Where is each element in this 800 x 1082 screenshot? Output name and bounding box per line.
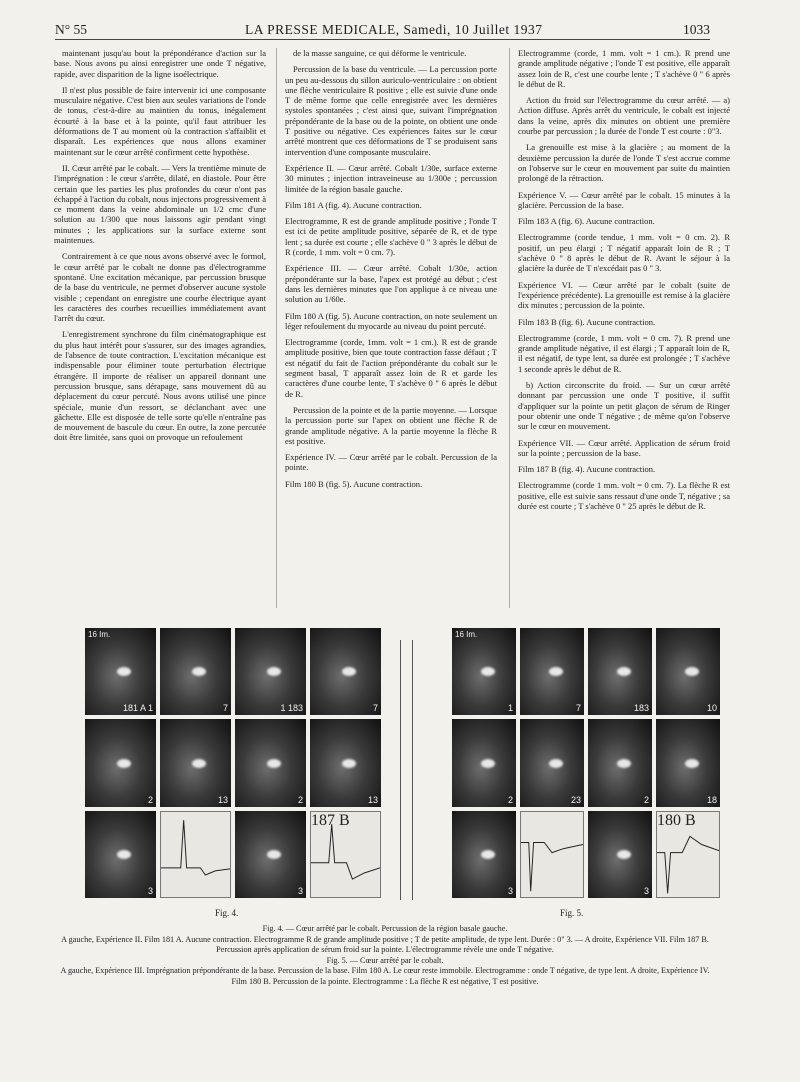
paragraph: Electrogramme (corde 1 mm. volt = 0 cm. 7). La flèche R est positive, elle est suivie sans ressaut d'une onde T, négative ; sa durée est courte ; T s'achève 0 " 25 après le début de R. xyxy=(518,480,730,511)
caption-fig5-title: Fig. 5. — Cœur arrêté par le cobalt. xyxy=(326,955,444,965)
frame-number: 181 A 1 xyxy=(122,703,153,714)
paragraph: maintenant jusqu'au bout la prépondérance d'action sur la base. Nous avons pu ainsi enregistrer une onde T négative, rapide, avec disparition de la ligne isoélectrique. xyxy=(54,48,266,79)
film-frame xyxy=(452,628,516,715)
paragraph: L'enregistrement synchrone du film cinématographique est du plus haut intérêt pour s'assurer, sur des images agrandies, de l'absence de toute contraction. L'excitation mécanique est indispensable pour éliminer toute perturbation électrique étrangère. Il importe de réaliser un appareil donnant une percussion brusque, sans dérapage, sans mouvement dû au déplacement du cœur percuté. Nous avons utilisé une pince spéciale, munie d'un ressort, se déclanchant avec une gâchette. Elle est disposée de telle sorte qu'elle n'entraîne pas de mouvement de bascule du cœur. En outre, la zone percutée doit être limitée, sans quoi on provoque un refoulement xyxy=(54,329,266,443)
film-frame xyxy=(310,628,381,715)
frame-number: 13 xyxy=(217,794,228,805)
frame-number: 2 xyxy=(507,794,513,805)
paragraph: Electrogramme (corde tendue, 1 mm. volt = 0 cm. 2). R positif, un peu élargi ; T négatif apparaît loin de R ; T s'achève 0 " 8 après le début de R. Avant le séjour à la glacière la durée de T n'excédait pas 0 " 3. xyxy=(518,232,730,274)
film-frame xyxy=(588,811,652,898)
frame-number: 1 xyxy=(507,703,513,714)
paragraph: Expérience VI. — Cœur arrêté par le cobalt (suite de l'expérience précédente). La grenouille est remise à la glacière dix minutes ; percussion de la pointe. xyxy=(518,279,730,311)
paragraph: Expérience VII. — Cœur arrêté. Application de sérum froid sur la pointe ; percussion de la base. xyxy=(518,437,730,458)
caption-fig4-text: A gauche, Expérience II. Film 181 A. Aucune contraction. Electrogramme R de grande amplitude positive ; T de petite amplitude, de type lent. Durée : 0" 3. — A droite, Expérience VII. Film 187 B. Percussion après application de sérum froid sur la pointe. L'électrogramme révèle une onde T négative. xyxy=(61,934,709,954)
film-frame xyxy=(235,719,306,806)
paragraph: Il n'est plus possible de faire intervenir ici une composante musculaire négative. C'est bien aux seules variations de l'onde de tonus, c'est-à-dire au maintien du tonus, inégalement écourté à la base et à la pointe, qu'il faut attribuer les déformations de T au moment où la contraction s'affaiblit et disparaît. Les expériences que nous allons examiner maintenant sur le cœur arrêté confirment cette hypothèse. xyxy=(54,84,266,157)
film-frame xyxy=(160,719,231,806)
paragraph: Expérience V. — Cœur arrêté par le cobalt. 15 minutes à la glacière. Percussion de la base. xyxy=(518,189,730,210)
figure-4 xyxy=(85,628,381,898)
page-header xyxy=(55,22,710,38)
frame-number: 7 xyxy=(575,703,581,714)
electrogram-trace xyxy=(310,811,381,898)
frame-number: 18 xyxy=(706,794,717,805)
paragraph: Film 183 B (fig. 6). Aucune contraction. xyxy=(518,316,656,327)
electrogram-trace xyxy=(160,811,231,898)
film-frame xyxy=(656,719,720,806)
column-3 xyxy=(518,48,730,608)
frame-number: 183 xyxy=(633,703,649,714)
figure-5-label: Fig. 5. xyxy=(560,908,584,918)
frame-number: 2 xyxy=(297,794,303,805)
frame-number: 2 xyxy=(147,794,153,805)
paragraph: de la masse sanguine, ce qui déforme le ventricule. xyxy=(293,48,467,58)
film-frame xyxy=(452,719,516,806)
frame-number: 13 xyxy=(367,794,378,805)
column-divider xyxy=(276,48,277,608)
paragraph: Film 181 A (fig. 4). Aucune contraction. xyxy=(285,199,422,210)
frame-number: 23 xyxy=(570,794,581,805)
figure-divider xyxy=(400,640,401,900)
film-frame xyxy=(588,719,652,806)
issue-number: N° 55 xyxy=(55,22,88,37)
film-label: 16 Im. xyxy=(455,630,478,639)
paragraph: Contrairement à ce que nous avons observé avec le formol, le cœur arrêté par le cobalt ne donne pas d'électrogramme spontané. Une excitation mécanique, par percussion brusque de la base du ventricule, ne permet d'observer aucune systole visible ; cependant on enregistre une courbe électrique ayant les caractères des courbes recueillies immédiatement avant l'arrêt du cœur. xyxy=(54,251,266,324)
paragraph: Percussion de la pointe et de la partie moyenne. — Lorsque la percussion porte sur l'apex on obtient une flèche R de grande amplitude négative. A la partie moyenne la flèche R est positive. xyxy=(285,404,497,446)
electrogram-trace xyxy=(656,811,720,898)
paragraph: Action du froid sur l'électrogramme du cœur arrêté. — a) Action diffuse. Après arrêt du ventricule, le cobalt est injecté dans la veine, après dix minutes on obtient une première courbe par percussion ; la durée de l'onde T est courte : 0"3. xyxy=(518,95,730,137)
film-frame xyxy=(310,719,381,806)
frame-number: 3 xyxy=(643,886,649,896)
paragraph: Percussion de la base du ventricule. — La percussion porte un peu au-dessous du sillon auriculo-ventriculaire : on obtient une flèche ventriculaire R positive ; elle est suivie d'une onde T de même forme que celle enregistrée avec les dernières systoles spontanées ; c'est ainsi que, suivant l'imprégnation prépondérante de la base ou de la pointe, on obtient une onde T positive ou négative. Ces expériences faites sur le cœur arrêté montrent que ces déformations de T se produisent sans intervention d'une composante musculaire. xyxy=(285,64,497,157)
film-frame xyxy=(85,719,156,806)
paragraph: Film 187 B (fig. 4). Aucune contraction. xyxy=(518,464,656,475)
film-frame xyxy=(520,719,584,806)
paragraph: Film 180 A (fig. 5). Aucune contraction, on note seulement un léger refoulement du myocarde au niveau du point percuté. xyxy=(285,310,497,331)
paragraph: Electrogramme (corde, 1 mm. volt = 0 cm. 7). R prend une grande amplitude négative, il est élargi ; T apparaît loin de R, il est négatif, de type lent, sa durée est prolongée ; T s'achève 1 seconde après le début de R. xyxy=(518,332,730,374)
paragraph: II. Cœur arrêté par le cobalt. — Vers la trentième minute de l'imprégnation : le cœur s'arrête, dilaté, en diastole. Pour être certain que les parties les plus profondes du cœur n'ont pas échappé à l'action du cobalt, nous injectons progressivement à ce moment dans la veine abdominale un 1/2 cmc d'une solution au 1/300 que nous laissons agir pendant vingt minutes ; les applications sur la surface externe sont maintenues. xyxy=(54,162,266,246)
figure-divider xyxy=(412,640,413,900)
frame-number: 7 xyxy=(372,703,378,714)
frame-number: 1 183 xyxy=(280,703,303,714)
journal-name: LA PRESSE MEDICALE, xyxy=(245,22,400,37)
film-frame xyxy=(520,628,584,715)
electrogram-trace xyxy=(520,811,584,898)
paragraph: La grenouille est mise à la glacière ; au moment de la deuxième percussion la durée de l'onde T s'est accrue comme on l'observe sur le cœur en mouvement par suite du maintien prolongé de la rétraction. xyxy=(518,142,730,184)
film-frame xyxy=(85,628,156,715)
film-label: 16 Im. xyxy=(88,630,111,639)
film-frame xyxy=(656,628,720,715)
paragraph: Electrogramme (corde, 1 mm. volt = 1 cm.). R prend une grande amplitude négative ; l'onde T est positive, elle apparaît assez loin de R, c'est une courbe lente ; T s'achève 0 " 6 après le début de R. xyxy=(518,48,730,89)
figure-4-label: Fig. 4. xyxy=(215,908,239,918)
paragraph: Expérience III. — Cœur arrêté. Cobalt 1/30e, action prépondérante sur la base, l'apex est protégé au début ; c'est dans les dernières minutes que l'on applique à ce niveau une solution au 1/60e. xyxy=(285,263,497,305)
paragraph: Expérience II. — Cœur arrêté. Cobalt 1/30e, surface externe 30 minutes ; injection intraveineuse au 1/300e ; percussion limitée de la région basale gauche. xyxy=(285,162,497,194)
paragraph: Expérience IV. — Cœur arrêté par le cobalt. Percussion de la pointe. xyxy=(285,452,497,473)
paragraph: Film 180 B (fig. 5). Aucune contraction. xyxy=(285,478,423,489)
paragraph: Film 183 A (fig. 6). Aucune contraction. xyxy=(518,216,655,227)
frame-number: 3 xyxy=(297,886,303,896)
film-frame xyxy=(235,811,306,898)
paragraph: Electrogramme (corde, 1mm. volt = 1 cm.). R est de grande amplitude positive, bien que toute contraction fasse défaut ; T est négatif du fait de l'action prépondérante du cobalt sur le segment basal, T apparaît assez loin de R et garde les caractères d'une courbe lente, T s'achève 0 " 6 après le début de R. xyxy=(285,337,497,399)
film-frame xyxy=(160,628,231,715)
film-frame xyxy=(588,628,652,715)
frame-number: 3 xyxy=(147,886,153,896)
header-rule xyxy=(55,39,710,40)
frame-number: 3 xyxy=(507,886,513,896)
frame-number: 187 B xyxy=(311,811,350,829)
frame-number: 7 xyxy=(222,703,228,714)
issue-date: Samedi, 10 Juillet 1937 xyxy=(403,22,543,37)
journal-title xyxy=(245,22,543,38)
figure-captions xyxy=(55,924,715,987)
frame-number: 180 B xyxy=(657,811,696,829)
caption-fig4-title: Fig. 4. — Cœur arrêté par le cobalt. Percussion de la région basale gauche. xyxy=(262,924,508,933)
paragraph: Electrogramme, R est de grande amplitude positive ; l'onde T est ici de petite amplitude positive, séparée de R, et de type lent ; sa durée est courte ; elle s'achève 0 " 3 après le début de R (corde, 1 mm. volt = 0 cm. 7). xyxy=(285,216,497,258)
film-frame xyxy=(452,811,516,898)
frame-number: 2 xyxy=(643,794,649,805)
figure-5 xyxy=(452,628,720,898)
film-frame xyxy=(85,811,156,898)
paragraph: b) Action circonscrite du froid. — Sur un cœur arrêté donnant par percussion une onde T positive, il suffit d'appliquer sur la pointe un petit glaçon de sérum de Ringer pour obtenir une onde T négative ; de même qu'on l'observe sur le cœur en mouvement. xyxy=(518,380,730,432)
caption-fig5-text: A gauche, Expérience III. Imprégnation prépondérante de la base. Percussion de la base. Film 180 A. Le cœur reste immobile. Electrogramme : onde T négative, de type lent. A droite, Expérience IV. Film 180 B. Percussion de la pointe. Electrogramme : La flèche R est négative, T est positive. xyxy=(60,966,710,986)
column-2 xyxy=(285,48,497,608)
film-frame xyxy=(235,628,306,715)
frame-number: 10 xyxy=(706,703,717,714)
page-number: 1033 xyxy=(683,22,710,37)
column-divider xyxy=(509,48,510,608)
column-1 xyxy=(54,48,266,608)
